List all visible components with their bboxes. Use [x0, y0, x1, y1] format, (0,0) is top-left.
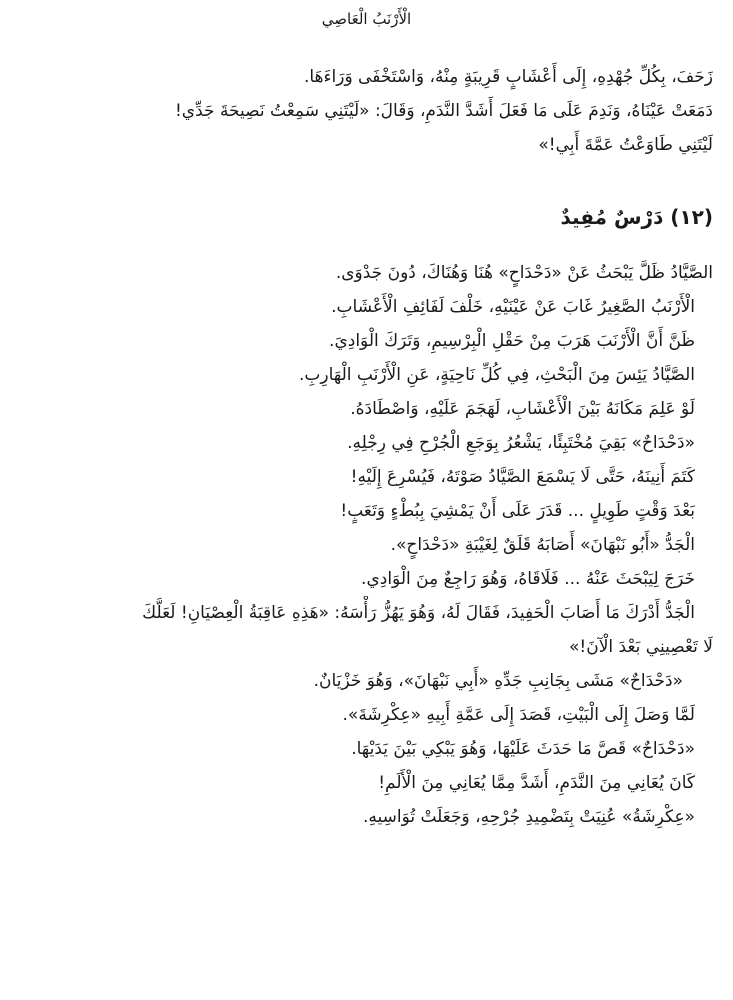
- text-line: لَيْتَنِي طَاوَعْتُ عَمَّةَ أَبِي!»: [538, 135, 713, 155]
- text-line: «دَحْدَاحٌ» مَشَى بِجَانِبِ جَدِّهِ «أَبِي نَبْهَانَ»، وَهُوَ خَزْيَانٌ.: [313, 671, 683, 691]
- text-line: لَا تَعْصِينِي بَعْدَ الْآنَ!»: [569, 637, 713, 657]
- text-line: زَحَفَ، بِكُلِّ جُهْدِهِ، إِلَى أَعْشَابٍ قَرِيبَةٍ مِنْهُ، وَاسْتَخْفَى وَرَاءَهَا.: [303, 67, 713, 87]
- text-line: «عِكْرِشَةُ» عُنِيَتْ بِتَضْمِيدِ جُرْحِهِ، وَجَعَلَتْ تُوَاسِيهِ.: [362, 807, 695, 827]
- text-line: لَوْ عَلِمَ مَكَانَهُ بَيْنَ الْأَعْشَابِ، لَهَجَمَ عَلَيْهِ، وَاصْطَادَهُ.: [350, 399, 695, 419]
- lesson-title: (١٢) دَرْسٌ مُفِيدٌ: [560, 205, 713, 229]
- text-line: لَمَّا وَصَلَ إِلَى الْبَيْتِ، قَصَدَ إِلَى عَمَّةِ أَبِيهِ «عِكْرِشَةَ».: [342, 705, 695, 725]
- text-line: خَرَجَ لِيَبْحَثَ عَنْهُ ... فَلَاقَاهُ، وَهُوَ رَاجِعٌ مِنَ الْوَادِي.: [361, 569, 695, 589]
- lesson-text: [13, 256, 713, 834]
- intro-paragraph: [13, 60, 713, 162]
- text-line: الصَّيَّادُ يَئِسَ مِنَ الْبَحْثِ، فِي كُلِّ نَاحِيَةٍ، عَنِ الْأَرْنَبِ الْهَارِبِ.: [298, 365, 695, 385]
- running-header: الْأَرْنَبُ الْعَاصِي: [321, 10, 412, 28]
- text-line: الْجَدُّ «أَبُو نَبْهَانَ» أَصَابَهُ قَلَقٌ لِغَيْبَةِ «دَحْدَاحٍ».: [390, 535, 695, 555]
- text-line: الصَّيَّادُ ظَلَّ يَبْحَثُ عَنْ «دَحْدَاحٍ» هُنَا وَهُنَاكَ، دُونَ جَدْوَى.: [335, 263, 713, 283]
- text-line: الْجَدُّ أَدْرَكَ مَا أَصَابَ الْحَفِيدَ، فَقَالَ لَهُ، وَهُوَ يَهُزُّ رَأْسَهُ: «هَذِهِ عَاقِبَةُ الْعِصْيَانِ! لَعَلَّكَ: [142, 603, 695, 623]
- text-line: دَمَعَتْ عَيْنَاهُ، وَنَدِمَ عَلَى مَا فَعَلَ أَشَدَّ النَّدَمِ، وَقَالَ: «لَيْتَنِي سَمِعْتُ نَصِيحَةَ جَدِّي!: [174, 101, 713, 121]
- text-line: «دَحْدَاحٌ» قَصَّ مَا حَدَثَ عَلَيْهَا، وَهُوَ يَبْكِي بَيْنَ يَدَيْهَا.: [351, 739, 695, 759]
- text-line: كَتَمَ أَنِينَهُ، حَتَّى لَا يَسْمَعَ الصَّيَّادُ صَوْتَهُ، فَيُسْرِعَ إِلَيْهِ!: [350, 467, 695, 487]
- text-line: بَعْدَ وَقْتٍ طَوِيلٍ ... قَدَرَ عَلَى أَنْ يَمْشِيَ بِبُطْءٍ وَتَعَبٍ!: [340, 501, 695, 521]
- text-line: «دَحْدَاحٌ» بَقِيَ مُخْتَبِئًا، يَشْعُرُ بِوَجَعِ الْجُرْحِ فِي رِجْلِهِ.: [347, 433, 695, 453]
- text-line: ظَنَّ أَنَّ الْأَرْنَبَ هَرَبَ مِنْ حَقْلِ الْبِرْسِيمِ، وَتَرَكَ الْوَادِيَ.: [329, 331, 695, 351]
- text-line: كَانَ يُعَانِي مِنَ النَّدَمِ، أَشَدَّ مِمَّا يُعَانِي مِنَ الْأَلَمِ!: [378, 773, 695, 793]
- text-line: الْأَرْنَبُ الصَّغِيرُ غَابَ عَنْ عَيْنَيْهِ، خَلْفَ لَفَائِفِ الْأَعْشَابِ.: [331, 297, 695, 317]
